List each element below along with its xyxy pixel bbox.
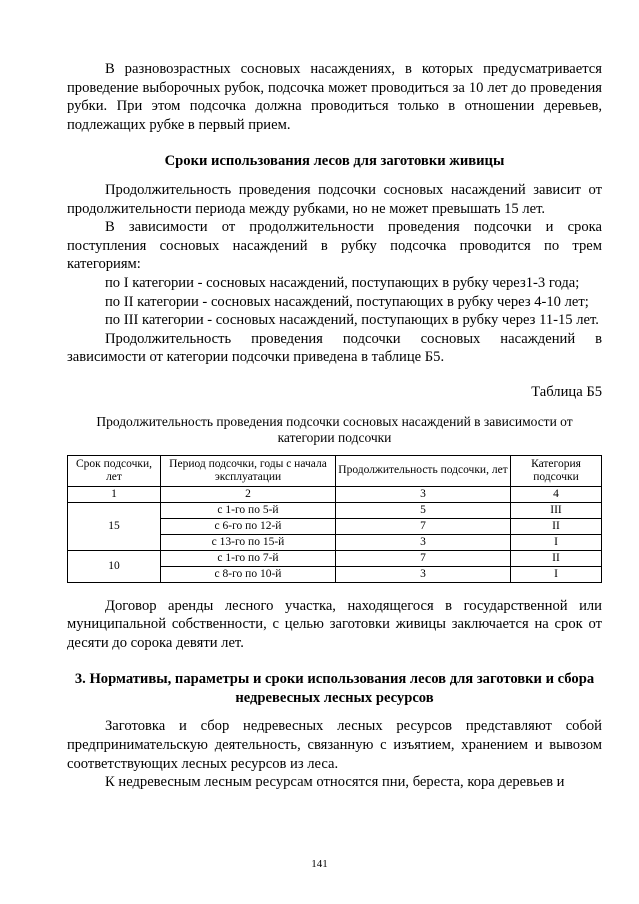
table-cell: с 13-го по 15-й bbox=[161, 534, 336, 550]
table-cell: II bbox=[511, 550, 602, 566]
table-cell: II bbox=[511, 518, 602, 534]
paragraph-table-ref: Продолжительность проведения подсочки сосновых насаждений в зависимости от категории подсочки приведена в таблице Б5. bbox=[67, 330, 602, 366]
header-period: Период подсочки, годы с начала эксплуатации bbox=[161, 455, 336, 486]
page-number: 141 bbox=[311, 858, 328, 870]
section-heading-nonwood: 3. Нормативы, параметры и сроки использования лесов для заготовки и сбора недревесных лесных ресурсов bbox=[74, 671, 595, 706]
paragraph-nonwood-definition: Заготовка и сбор недревесных лесных ресурсов представляют собой предпринимательскую деятельность, связанную с изъятием, хранением и вывозом соответствующих лесных ресурсов из леса. bbox=[67, 718, 602, 772]
lease-paragraph: Договор аренды лесного участка, находящегося в государственной или муниципальной собственности, с целью заготовки живицы заключается на срок от десяти до сорока девяти лет. bbox=[67, 597, 602, 651]
table-cell: 5 bbox=[336, 502, 511, 518]
paragraph-nonwood-list: К недревесным лесным ресурсам относятся пни, береста, кора деревьев и bbox=[105, 774, 565, 791]
resin-tapping-table bbox=[67, 455, 602, 583]
table-cell: с 1-го по 7-й bbox=[161, 550, 336, 566]
table-row bbox=[68, 550, 602, 566]
header-category: Категория подсочки bbox=[511, 455, 602, 486]
table-cell: 2 bbox=[161, 486, 336, 502]
intro-paragraph: В разновозрастных сосновых насаждениях, в которых предусматривается проведение выборочных рубок, подсочка может проводиться за 10 лет до проведения рубки. При этом подсочка должна проводиться только в отношении деревьев, подлежащих рубке в первый прием. bbox=[67, 61, 602, 133]
table-header-row bbox=[68, 455, 602, 486]
category-1: по I категории - сосновых насаждений, поступающих в рубку через1-3 года; bbox=[105, 274, 580, 291]
document-page bbox=[67, 60, 602, 792]
table-cell: с 8-го по 10-й bbox=[161, 566, 336, 582]
paragraph-categories-intro: В зависимости от продолжительности проведения подсочки и срока поступления сосновых насаждений в рубку подсочка проводится по трем категориям: bbox=[67, 219, 602, 273]
table-cell-term: 10 bbox=[68, 550, 161, 582]
table-cell: 4 bbox=[511, 486, 602, 502]
category-2: по II категории - сосновых насаждений, поступающих в рубку через 4-10 лет; bbox=[105, 293, 589, 310]
section-heading-resin: Сроки использования лесов для заготовки живицы bbox=[164, 153, 505, 170]
table-cell: I bbox=[511, 534, 602, 550]
table-cell: с 6-го по 12-й bbox=[161, 518, 336, 534]
table-numbering-row bbox=[68, 486, 602, 502]
table-cell: 3 bbox=[336, 486, 511, 502]
header-duration: Продолжительность подсочки, лет bbox=[336, 455, 511, 486]
table-cell: 7 bbox=[336, 550, 511, 566]
category-3: по III категории - сосновых насаждений, поступающих в рубку через 11-15 лет. bbox=[105, 312, 599, 329]
table-cell: 7 bbox=[336, 518, 511, 534]
table-cell-term: 15 bbox=[68, 502, 161, 550]
table-cell: I bbox=[511, 566, 602, 582]
table-label: Таблица Б5 bbox=[531, 383, 602, 400]
table-cell: 3 bbox=[336, 534, 511, 550]
header-term: Срок подсочки, лет bbox=[68, 455, 161, 486]
table-cell: 1 bbox=[68, 486, 161, 502]
table-row bbox=[68, 502, 602, 518]
table-cell: 3 bbox=[336, 566, 511, 582]
table-cell: III bbox=[511, 502, 602, 518]
paragraph-duration: Продолжительность проведения подсочки сосновых насаждений зависит от продолжительности периода между рубками, но не может превышать 15 лет. bbox=[67, 181, 602, 217]
table-caption: Продолжительность проведения подсочки сосновых насаждений в зависимости от категории подсочки bbox=[96, 413, 573, 445]
table-cell: с 1-го по 5-й bbox=[161, 502, 336, 518]
